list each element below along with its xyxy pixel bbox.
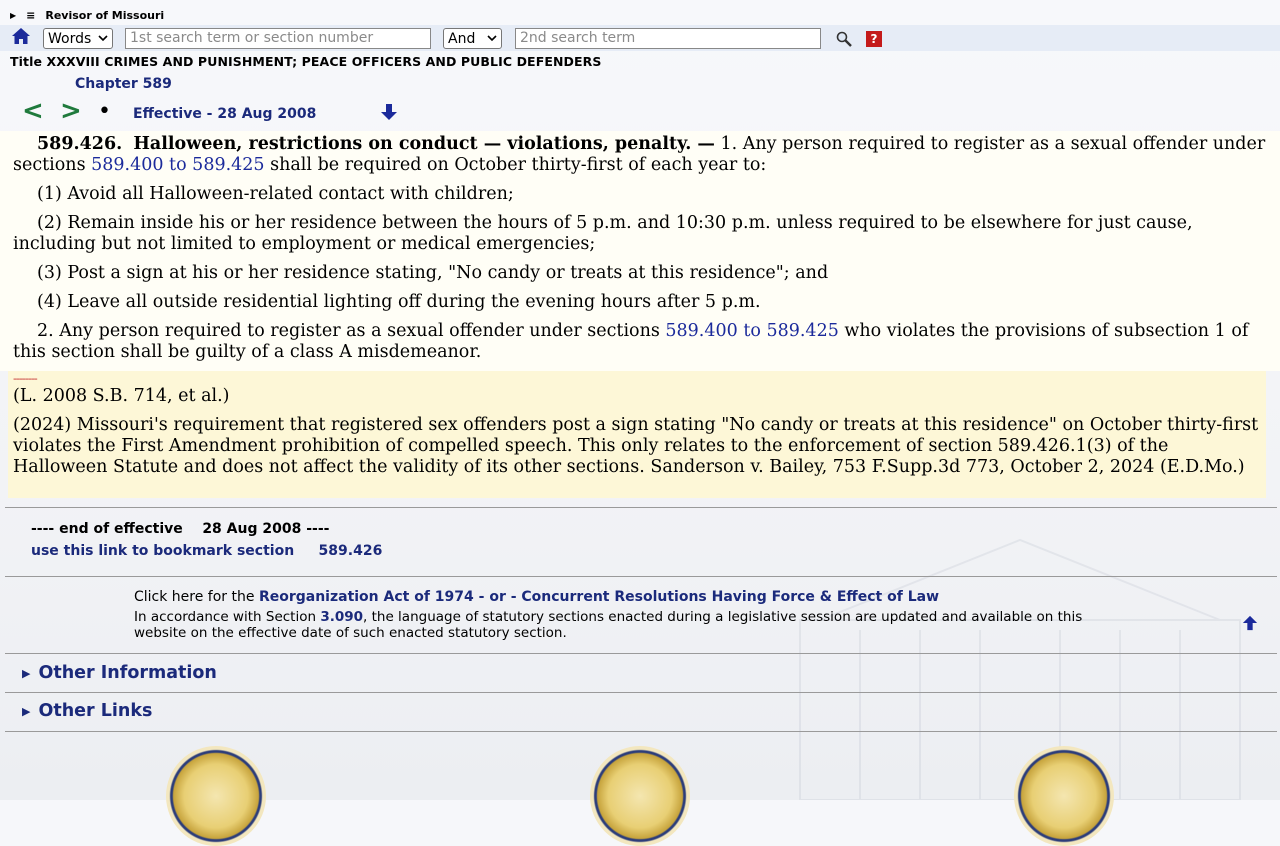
arrow-down-icon[interactable] <box>380 103 398 121</box>
expand-triangle-icon: ▶ <box>22 666 31 680</box>
section-heading: Halloween, restrictions on conduct — violations, penalty. — <box>133 134 715 154</box>
menu-icon[interactable]: ≡ <box>26 9 36 22</box>
accordance-note <box>134 609 1134 641</box>
home-icon[interactable] <box>11 27 31 45</box>
divider <box>5 507 1277 508</box>
chapter-link[interactable]: Chapter 589 <box>75 76 172 92</box>
section-range-link[interactable]: 589.400 to 589.425 <box>91 155 265 175</box>
bookmark-section[interactable]: 589.426 <box>318 543 383 559</box>
missouri-senate-seal[interactable] <box>166 746 266 846</box>
end-date: 28 Aug 2008 ---- <box>202 521 330 537</box>
court-note: (2024) Missouri's requirement that registered sex offenders post a sign stating "No candy or treats at this residence" on October thirty-first violates the First Amendment prohibition of compelled speech. This only relates to the enforcement of section 589.426.1(3) of the Halloween Statute and does not affect the validity of its other sections. Sanderson v. Bailey, 753 F.Supp.3d 773, October 2, 2024 (E.D.Mo.) <box>13 415 1259 477</box>
chevron-down-icon <box>487 35 497 42</box>
section-number: 589.426. <box>37 134 123 154</box>
other-links-label: Other Links <box>38 701 153 721</box>
end-label: ---- end of effective <box>31 521 183 537</box>
site-title[interactable]: Revisor of Missouri <box>45 9 165 22</box>
section-range-link[interactable]: 589.400 to 589.425 <box>665 321 839 341</box>
divider <box>5 576 1277 577</box>
title-heading[interactable]: Title XXXVIII CRIMES AND PUNISHMENT; PEACE OFFICERS AND PUBLIC DEFENDERS <box>10 54 602 69</box>
section-nav <box>22 96 316 126</box>
missouri-state-seal[interactable] <box>590 746 690 846</box>
notes-divider: -------- <box>13 372 37 385</box>
item-1: (1) Avoid all Halloween-related contact with children; <box>37 184 514 204</box>
divider <box>5 653 1277 654</box>
search-operator-value: And <box>448 30 476 47</box>
subsection-1-text-end: shall be required on October thirty-first of each year to: <box>264 155 767 175</box>
subsection-1 <box>13 134 1268 176</box>
other-information-toggle[interactable] <box>22 663 217 683</box>
reorg-text: Click here for the <box>134 589 259 605</box>
statute-body <box>0 131 1280 371</box>
divider <box>5 731 1277 732</box>
search-term2-input[interactable]: 2nd search term <box>515 28 821 49</box>
search-type-value: Words <box>48 30 92 47</box>
item-3: (3) Post a sign at his or her residence stating, "No candy or treats at this residence"; and <box>37 263 829 283</box>
item-4: (4) Leave all outside residential lighting off during the evening hours after 5 p.m. <box>37 292 761 312</box>
bookmark-link[interactable] <box>31 543 382 559</box>
subsection-2-text-end: who violates the provisions of subsection 1 of this section shall be guilty of a class A misdemeanor. <box>13 321 1249 362</box>
subsection-2 <box>13 321 1268 363</box>
site-header <box>10 9 164 22</box>
search-type-select[interactable] <box>43 28 113 49</box>
search-operator-select[interactable] <box>443 28 502 49</box>
reorganization-act-link[interactable]: Reorganization Act of 1974 - or - Concurrent Resolutions Having Force & Effect of Law <box>258 589 940 605</box>
prev-section-button[interactable]: < <box>22 96 44 126</box>
chevron-down-icon <box>98 35 108 42</box>
reorganization-note <box>134 589 939 605</box>
missouri-house-seal[interactable] <box>1014 746 1114 846</box>
help-button[interactable]: ? <box>866 31 882 47</box>
arrow-up-icon[interactable] <box>1242 615 1258 631</box>
divider <box>5 692 1277 693</box>
other-links-toggle[interactable] <box>22 701 152 721</box>
subsection-2-text: 2. Any person required to register as a sexual offender under sections <box>37 321 666 341</box>
history-source: (L. 2008 S.B. 714, et al.) <box>13 386 230 406</box>
section-3090-link[interactable]: 3.090 <box>320 609 364 625</box>
expand-triangle-icon[interactable]: ▶ <box>10 11 17 20</box>
bookmark-label[interactable]: use this link to bookmark section <box>31 543 295 559</box>
history-notes <box>8 371 1266 498</box>
expand-triangle-icon: ▶ <box>22 704 31 718</box>
end-of-effective <box>31 521 329 537</box>
accord-text: In accordance with Section <box>134 609 321 625</box>
accord-text-end: , the language of statutory sections enacted during a legislative session are updated and available on this website on the effective date of such enacted statutory section. <box>134 609 1083 641</box>
next-section-button[interactable]: > <box>60 96 82 126</box>
search-term1-input[interactable]: 1st search term or section number <box>125 28 431 49</box>
search-icon[interactable] <box>836 31 852 47</box>
effective-date-link[interactable]: Effective - 28 Aug 2008 <box>133 106 317 122</box>
other-information-label: Other Information <box>38 663 217 683</box>
item-2: (2) Remain inside his or her residence between the hours of 5 p.m. and 10:30 p.m. unless required to be elsewhere for just cause, including but not limited to employment or medical emergencies; <box>13 213 1193 254</box>
subsection-1-text: 1. Any person required to register as a sexual offender under sections <box>13 134 1266 175</box>
current-section-dot[interactable]: • <box>98 98 111 124</box>
capitol-watermark <box>760 500 1280 800</box>
